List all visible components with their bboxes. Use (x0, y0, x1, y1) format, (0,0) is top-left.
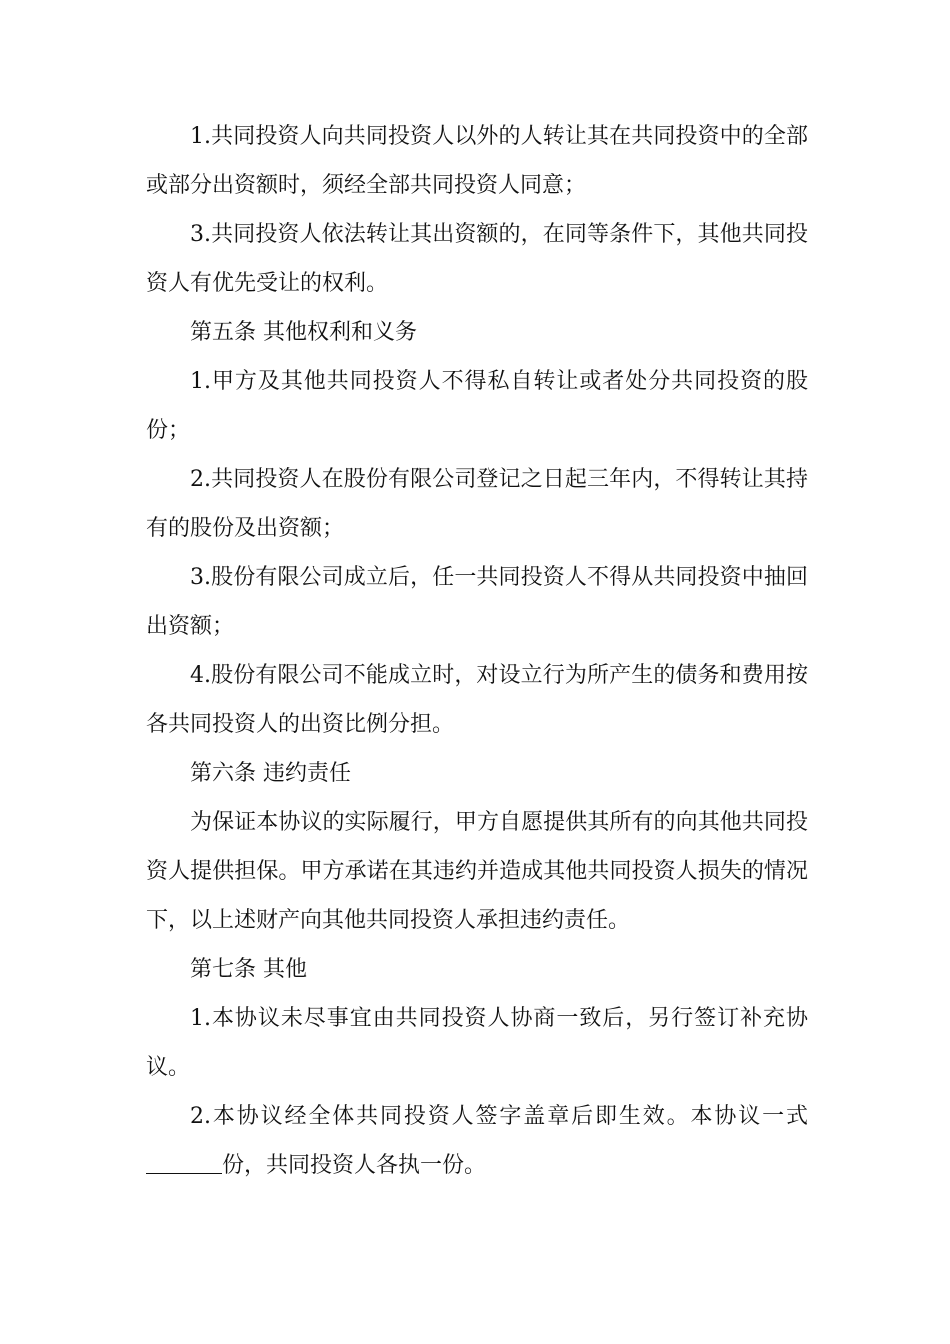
clause-three-year-lockup: 2.共同投资人在股份有限公司登记之日起三年内，不得转让其持有的股份及出资额； (146, 467, 808, 541)
article-7-heading: 第七条 其他 (190, 957, 307, 982)
article-6-heading: 第六条 违约责任 (190, 761, 351, 786)
effectiveness-text: 2.本协议经全体共同投资人签字盖章后即生效。本协议一式 (190, 1104, 808, 1129)
clause-effectiveness (146, 1092, 808, 1190)
clause-guarantee: 为保证本协议的实际履行，甲方自愿提供其所有的向其他共同投资人提供担保。甲方承诺在其违约并造成其他共同投资人损失的情况下，以上述财产向其他共同投资人承担违约责任。 (146, 810, 808, 933)
clause-no-withdrawal: 3.股份有限公司成立后，任一共同投资人不得从共同投资中抽回出资额； (146, 565, 808, 639)
document-body (146, 112, 808, 1190)
clause-no-private-transfer: 1.甲方及其他共同投资人不得私自转让或者处分共同投资的股份； (146, 369, 808, 443)
clause-failure-costs: 4.股份有限公司不能成立时，对设立行为所产生的债务和费用按各共同投资人的出资比例分担。 (146, 663, 808, 737)
clause-transfer-consent: 1.共同投资人向共同投资人以外的人转让其在共同投资中的全部或部分出资额时，须经全部共同投资人同意； (146, 124, 808, 198)
clause-supplementary-agreement: 1.本协议未尽事宜由共同投资人协商一致后，另行签订补充协议。 (146, 1006, 808, 1080)
article-5-heading: 第五条 其他权利和义务 (190, 320, 417, 345)
effectiveness-text-end: 份，共同投资人各执一份。 (222, 1153, 487, 1178)
clause-preemptive-right: 3.共同投资人依法转让其出资额的，在同等条件下，其他共同投资人有优先受让的权利。 (146, 222, 808, 296)
copies-blank-field[interactable] (146, 1151, 222, 1174)
